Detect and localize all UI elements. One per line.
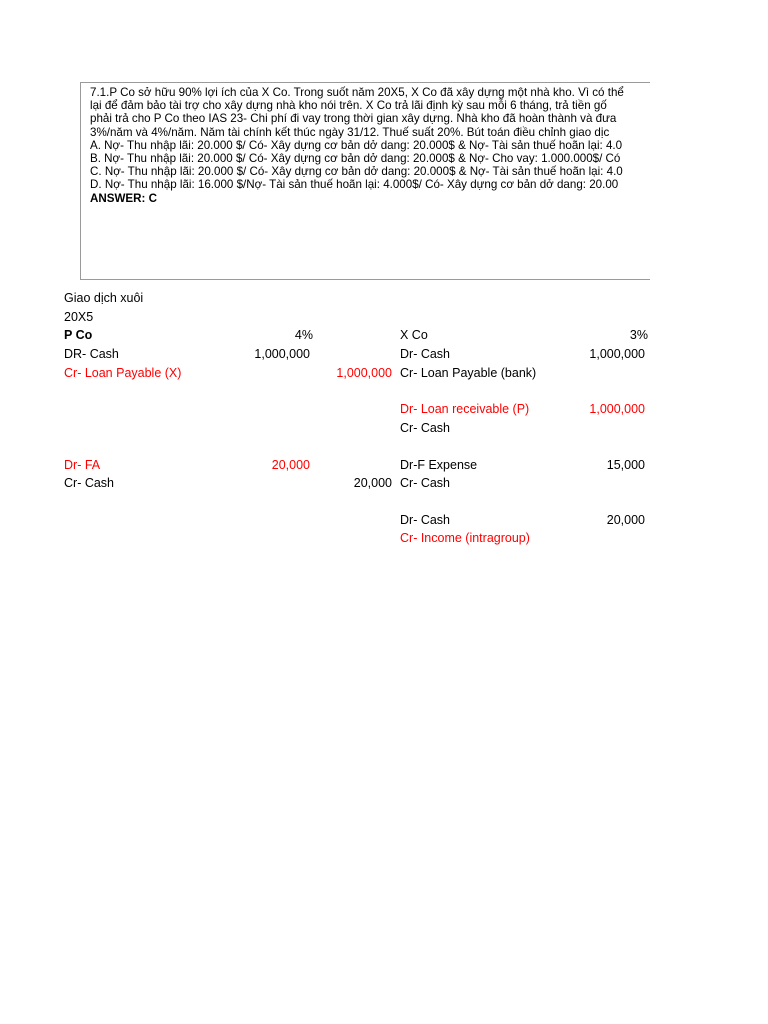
section-title: Giao dịch xuôi xyxy=(64,291,144,305)
option-d: D. Nợ- Thu nhập lãi: 16.000 $/Nợ- Tài sản thuế hoãn lại: 4.000$/ Có- Xây dựng cơ bản dở dang: 20.00 xyxy=(90,178,619,192)
x-co-entry-label: Dr- Cash xyxy=(400,347,451,361)
x-co-amount: 15,000 xyxy=(606,458,645,472)
p-co-entry-label: Cr- Loan Payable (X) xyxy=(64,366,182,380)
x-co-entry-label: Cr- Cash xyxy=(400,421,451,435)
p-co-entry-label: Cr- Cash xyxy=(64,476,115,490)
question-line: phải trả cho P Co theo IAS 23- Chi phí đi vay trong thời gian xây dựng. Nhà kho đã hoàn thành và đưa xyxy=(90,112,617,126)
p-co-entry-label: Dr- FA xyxy=(64,458,101,472)
question-line: 3%/năm và 4%/năm. Năm tài chính kết thúc ngày 31/12. Thuế suất 20%. Bút toán điều chỉnh giao dịc xyxy=(90,125,610,139)
answer-label: ANSWER: C xyxy=(90,191,157,205)
p-co-debit-amount: 1,000,000 xyxy=(254,347,310,361)
option-a: A. Nợ- Thu nhập lãi: 20.000 $/ Có- Xây dựng cơ bản dở dang: 20.000$ & Nợ- Tài sản thuế hoãn lại: 4.0 xyxy=(90,138,623,152)
p-co-entry-label: DR- Cash xyxy=(64,347,119,361)
p-co-credit-amount: 1,000,000 xyxy=(336,366,392,380)
x-co-entry-label: Dr- Loan receivable (P) xyxy=(400,402,530,416)
x-co-amount: 1,000,000 xyxy=(589,402,645,416)
p-co-credit-amount: 20,000 xyxy=(353,476,392,490)
option-c: C. Nợ- Thu nhập lãi: 20.000 $/ Có- Xây dựng cơ bản dở dang: 20.000$ & Nợ- Tài sản thuế hoãn lại: 4.0 xyxy=(90,165,623,179)
p-co-debit-amount: 20,000 xyxy=(271,458,310,472)
x-co-amount: 1,000,000 xyxy=(589,347,645,361)
x-co-entry-label: Dr-F Expense xyxy=(400,458,478,472)
x-co-heading: X Co xyxy=(400,328,428,342)
question-line: 7.1.P Co sở hữu 90% lợi ích của X Co. Trong suốt năm 20X5, X Co đã xây dựng một nhà kho. Vì có thể xyxy=(90,86,624,99)
x-co-entry-label: Cr- Income (intragroup) xyxy=(400,531,530,545)
option-b: B. Nợ- Thu nhập lãi: 20.000 $/ Có- Xây dựng cơ bản dở dang: 20.000$ & Nợ- Cho vay: 1.000.000$/ Có xyxy=(90,152,621,166)
x-co-amount: 20,000 xyxy=(606,513,645,527)
x-co-entry-label: Cr- Loan Payable (bank) xyxy=(400,366,537,380)
p-co-heading: P Co xyxy=(64,328,93,342)
x-co-entry-label: Dr- Cash xyxy=(400,513,451,527)
question-text xyxy=(90,86,670,205)
p-co-rate: 4% xyxy=(294,328,313,342)
x-co-entry-label: Cr- Cash xyxy=(400,476,451,490)
x-co-rate: 3% xyxy=(629,328,648,342)
year-label: 20X5 xyxy=(64,310,94,324)
question-textbox xyxy=(80,82,670,280)
question-line: lại để đảm bảo tài trợ cho xây dựng nhà kho nói trên. X Co trả lãi định kỳ sau mỗi 6 tháng, trả tiền gố xyxy=(90,99,607,113)
page-boundary xyxy=(650,0,768,1024)
